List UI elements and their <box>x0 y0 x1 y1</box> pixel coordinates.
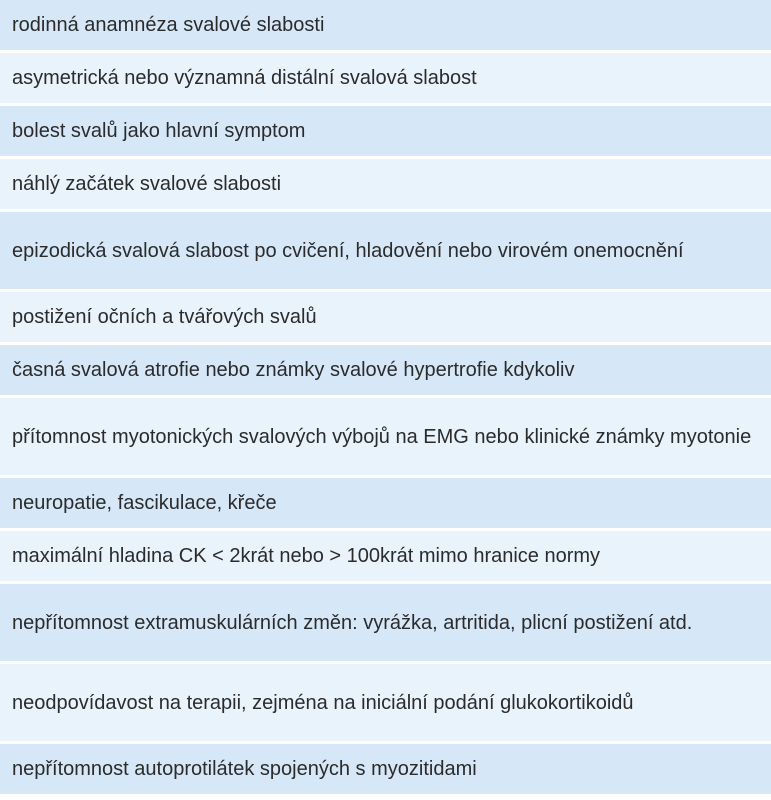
table-row <box>0 744 771 797</box>
row-text: postižení očních a tvářových svalů <box>12 306 317 328</box>
row-text: nepřítomnost extramuskulárních změn: vyrážka, artritida, plicní postižení atd. <box>12 611 693 634</box>
table-row <box>0 0 771 53</box>
table-row <box>0 159 771 212</box>
row-text: rodinná anamnéza svalové slabosti <box>12 14 325 36</box>
table-row <box>0 106 771 159</box>
row-text: maximální hladina CK < 2krát nebo > 100krát mimo hranice normy <box>12 545 601 567</box>
row-text: časná svalová atrofie nebo známky svalové hypertrofie kdykoliv <box>12 359 575 381</box>
row-text: nepřítomnost autoprotilátek spojených s myozitidami <box>12 758 477 780</box>
table-row <box>0 664 771 744</box>
row-text: epizodická svalová slabost po cvičení, hladovění nebo virovém onemocnění <box>12 239 684 262</box>
table-row <box>0 345 771 398</box>
table-row <box>0 531 771 584</box>
row-text: náhlý začátek svalové slabosti <box>12 173 282 195</box>
row-text: neodpovídavost na terapii, zejména na iniciální podání glukokortikoidů <box>12 691 634 714</box>
row-text: neuropatie, fascikulace, křeče <box>12 492 277 514</box>
row-text: asymetrická nebo významná distální svalová slabost <box>12 67 477 89</box>
row-text: bolest svalů jako hlavní symptom <box>12 120 306 142</box>
table-row <box>0 398 771 478</box>
row-text: přítomnost myotonických svalových výbojů na EMG nebo klinické známky myotonie <box>12 425 752 448</box>
table-row <box>0 584 771 664</box>
table-row <box>0 478 771 531</box>
table-row <box>0 53 771 106</box>
table-row <box>0 212 771 292</box>
table-row <box>0 292 771 345</box>
